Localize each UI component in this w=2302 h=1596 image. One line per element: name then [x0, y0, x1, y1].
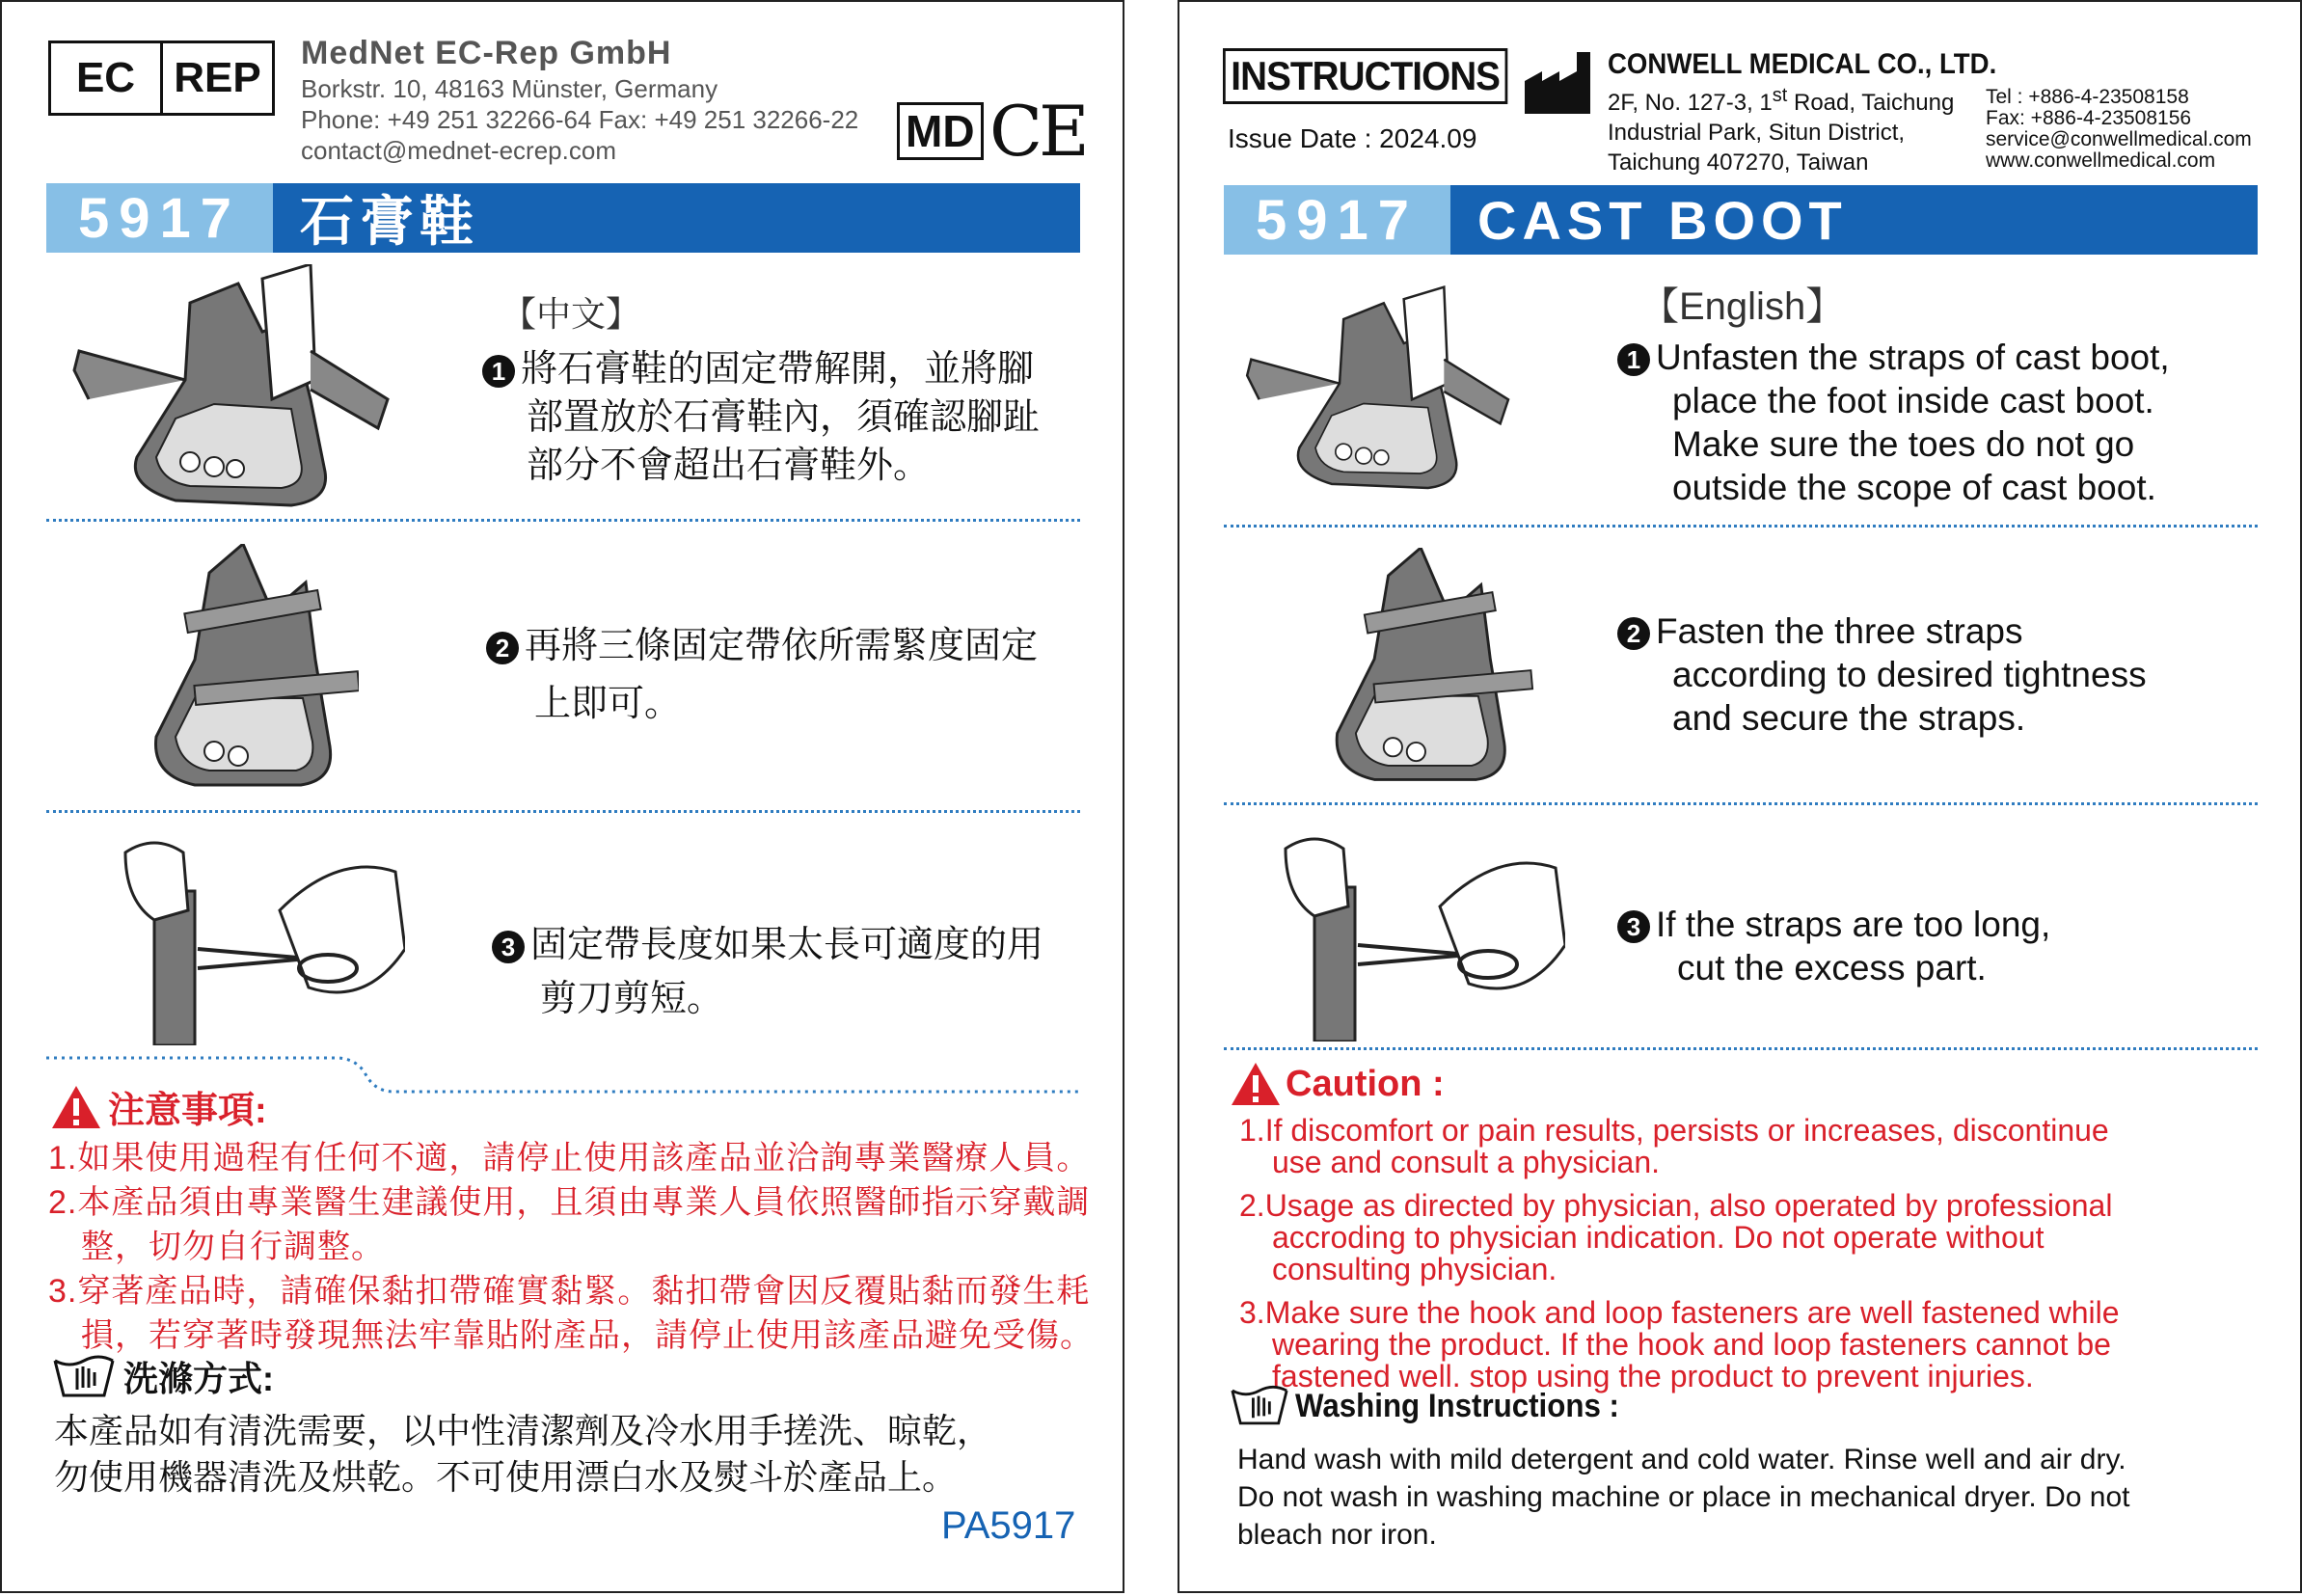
- step-1: [1617, 336, 2170, 509]
- cutting-strap-illustration: [116, 833, 405, 1045]
- ec-label: EC: [51, 43, 163, 113]
- step-number-3: 3: [492, 931, 525, 963]
- divider: [1224, 802, 2258, 805]
- step-3-line-1: 固定帶長度如果太長可適度的用: [530, 925, 1044, 965]
- instructions-label: INSTRUCTIONS: [1223, 48, 1507, 104]
- step-2-line-1: 再將三條固定帶依所需緊度固定: [525, 626, 1039, 666]
- step-1-line-3: 部分不會超出石膏鞋外。: [527, 446, 931, 486]
- product-code: 5917: [1224, 185, 1450, 255]
- step-3-line-2: 剪刀剪短。: [540, 979, 724, 1019]
- english-panel: [1178, 0, 2302, 1593]
- ec-rep-email: contact@mednet-ecrep.com: [301, 136, 616, 165]
- divider: [46, 519, 1080, 522]
- product-banner: [46, 183, 1080, 253]
- step-1-line-1: Unfasten the straps of cast boot,: [1656, 338, 2170, 377]
- step-1-line-3: Make sure the toes do not go: [1672, 424, 2135, 464]
- manufacturer-website: www.conwellmedical.com: [1986, 149, 2216, 172]
- manufacturer-email: service@conwellmedical.com: [1986, 128, 2252, 150]
- issue-date: Issue Date : 2024.09: [1228, 123, 1477, 153]
- warning-icon: [1230, 1061, 1282, 1107]
- product-part-number: PA5917: [941, 1504, 1076, 1547]
- caution-item-1-cont: use and consult a physician.: [1272, 1145, 1661, 1179]
- caution-item-3-cont: wearing the product. If the hook and loop fasteners cannot be: [1272, 1327, 2111, 1362]
- step-2: [486, 617, 1038, 733]
- divider: [1224, 525, 2258, 527]
- washing-line-1: 本產品如有清洗需要，以中性清潔劑及冷水用手搓洗、晾乾，: [54, 1411, 992, 1450]
- manufacturer-address-sup: st: [1772, 85, 1788, 106]
- caution-item-2-cont: 整，切勿自行調整。: [81, 1229, 385, 1265]
- step-number-2: 2: [486, 632, 519, 664]
- manufacturer-tel: Tel : +886-4-23508158: [1986, 86, 2189, 108]
- step-2-line-1: Fasten the three straps: [1656, 611, 2023, 651]
- hand-wash-icon: [52, 1353, 116, 1401]
- manufacturer-address-1b: Road, Taichung: [1787, 90, 1955, 116]
- washing-title: 洗滌方式:: [123, 1359, 274, 1398]
- caution-list: [1239, 1115, 2120, 1393]
- step-2-line-2: according to desired tightness: [1672, 655, 2147, 694]
- step-2-line-2: 上即可。: [534, 684, 682, 724]
- caution-item-1: 1.If discomfort or pain results, persists or increases, discontinue: [1239, 1113, 2109, 1148]
- washing-line-1: Hand wash with mild detergent and cold water. Rinse well and air dry.: [1237, 1444, 2126, 1475]
- caution-title: Caution :: [1286, 1063, 1445, 1104]
- manufacturer-address-1: 2F, No. 127-3, 1: [1608, 90, 1773, 116]
- product-code: 5917: [46, 183, 273, 253]
- step-1-line-4: outside the scope of cast boot.: [1672, 468, 2156, 507]
- language-label: 【English】: [1640, 285, 1845, 328]
- product-banner: [1224, 185, 2258, 255]
- caution-item-2-cont: accroding to physician indication. Do not operate without: [1272, 1220, 2045, 1255]
- caution-title: 注意事項:: [108, 1091, 267, 1131]
- caution-item-3-cont2: fastened well. stop using the product to prevent injuries.: [1272, 1359, 2034, 1393]
- caution-item-1: 1.如果使用過程有任何不適，請停止使用該產品並洽詢專業醫療人員。: [48, 1140, 1091, 1177]
- washing-line-3: bleach nor iron.: [1237, 1519, 1437, 1551]
- step-3: [1617, 903, 2050, 989]
- caution-item-2: 2.本產品須由專業醫生建議使用，且須由專業人員依照醫師指示穿戴調: [48, 1184, 1091, 1221]
- divider: [1224, 1047, 2258, 1050]
- caution-item-3: 3.穿著產品時，請確保黏扣帶確實黏緊。黏扣帶會因反覆貼黏而發生耗: [48, 1273, 1091, 1310]
- ec-rep-symbol: [48, 41, 275, 116]
- step-1-line-2: place the foot inside cast boot.: [1672, 381, 2154, 420]
- step-3-line-1: If the straps are too long,: [1656, 905, 2051, 944]
- step-3-line-2: cut the excess part.: [1677, 948, 1987, 987]
- step-number-3: 3: [1617, 910, 1650, 943]
- ce-mark: CE: [989, 91, 1086, 172]
- fastened-boot-illustration: [1314, 548, 1536, 789]
- step-1-line-2: 部置放於石膏鞋內，須確認腳趾: [527, 397, 1041, 438]
- step-2-line-3: and secure the straps.: [1672, 698, 2026, 738]
- washing-text: [54, 1408, 991, 1501]
- cutting-strap-illustration: [1276, 829, 1565, 1041]
- step-number-1: 1: [1617, 343, 1650, 376]
- step-number-2: 2: [1617, 617, 1650, 650]
- washing-line-2: Do not wash in washing machine or place in mechanical dryer. Do not: [1237, 1481, 2130, 1513]
- manufacturer-fax: Fax: +886-4-23508156: [1986, 107, 2192, 129]
- hand-wash-icon: [1230, 1383, 1289, 1429]
- ec-rep-address: Borkstr. 10, 48163 Münster, Germany: [301, 74, 718, 103]
- caution-heading: [50, 1080, 267, 1133]
- ec-rep-company-name: MedNet EC-Rep GmbH: [301, 35, 672, 71]
- language-label: 【中文】: [501, 294, 641, 334]
- product-title: CAST BOOT: [1477, 189, 1848, 251]
- md-symbol: MD: [897, 102, 984, 160]
- manufacturer-contact: [1986, 87, 2252, 172]
- caution-heading: [1230, 1061, 1445, 1107]
- caution-item-3: 3.Make sure the hook and loop fasteners are well fastened while: [1239, 1295, 2120, 1330]
- rep-label: REP: [174, 54, 261, 101]
- caution-item-3-cont: 損，若穿著時發現無法牢靠貼附產品，請停止使用該產品避免受傷。: [81, 1317, 1094, 1354]
- ec-rep-phone: Phone: +49 251 32266-64 Fax: +49 251 32266-22: [301, 105, 859, 134]
- foot-in-boot-illustration: [69, 264, 417, 515]
- chinese-panel: [0, 0, 1124, 1593]
- step-2: [1617, 609, 2147, 740]
- washing-heading: [1230, 1383, 1647, 1429]
- step-1-line-1: 將石膏鞋的固定帶解開，並將腳: [521, 349, 1035, 390]
- step-3: [492, 918, 1043, 1026]
- step-number-1: 1: [482, 355, 515, 388]
- fastened-boot-illustration: [137, 544, 359, 795]
- caution-list: [48, 1136, 1094, 1358]
- washing-line-2: 勿使用機器清洗及烘乾。不可使用漂白水及熨斗於產品上。: [54, 1457, 958, 1497]
- manufacturer-address: [1608, 81, 1954, 177]
- product-title: 石膏鞋: [300, 191, 479, 252]
- manufacturer-name: CONWELL MEDICAL CO., LTD.: [1608, 48, 1997, 80]
- step-1: [482, 345, 1040, 490]
- foot-in-boot-illustration: [1243, 266, 1532, 517]
- manufacturer-address-3: Taichung 407270, Taiwan: [1608, 149, 1869, 176]
- manufacturer-address-2: Industrial Park, Situn District,: [1608, 120, 1906, 146]
- divider: [46, 810, 1080, 813]
- caution-item-2-cont2: consulting physician.: [1272, 1252, 1557, 1286]
- caution-item-2: 2.Usage as directed by physician, also operated by professional: [1239, 1188, 2113, 1223]
- ec-rep-contact-block: [301, 73, 858, 166]
- washing-title: Washing Instructions :: [1295, 1387, 1619, 1424]
- warning-icon: [50, 1084, 102, 1130]
- washing-heading: [52, 1352, 274, 1401]
- manufacturer-icon: [1525, 52, 1594, 114]
- washing-text: [1237, 1441, 2130, 1554]
